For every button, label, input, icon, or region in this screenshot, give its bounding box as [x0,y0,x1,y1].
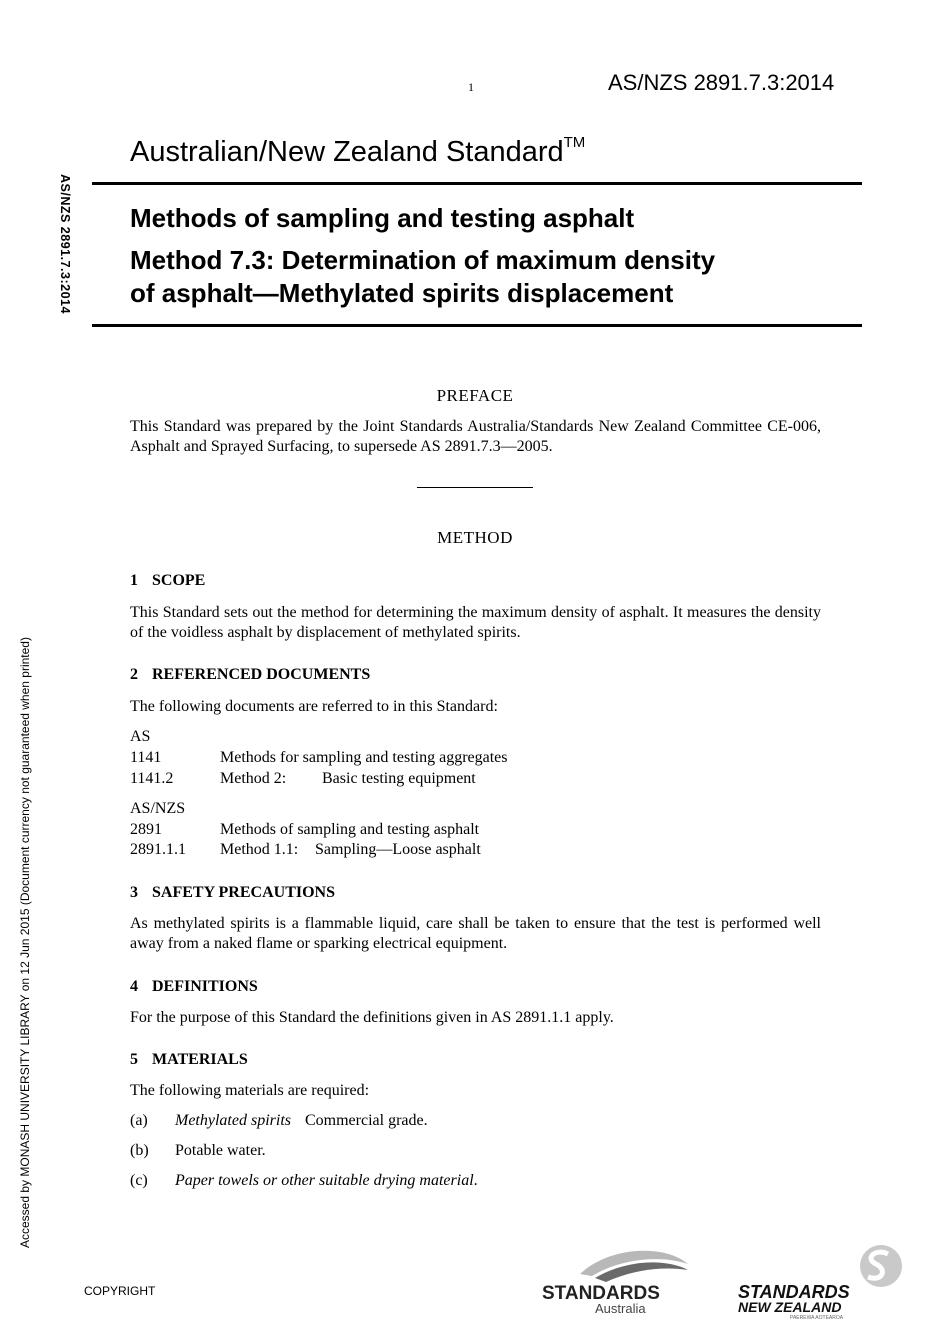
section-separator [417,487,533,488]
standard-type [130,134,585,169]
title-rule-top [92,182,862,185]
section-heading-references [130,666,370,684]
section-number: 5 [130,1051,138,1068]
reference-title: Methods of sampling and testing asphalt [220,821,480,838]
section-title: SAFETY PRECAUTIONS [152,884,335,901]
reference-code: 1141 [130,749,162,766]
section-heading-scope [130,572,205,590]
reference-code: 2891.1.1 [130,841,186,858]
standard-type-text: Australian/New Zealand Standard [130,136,564,168]
list-item [130,1112,428,1130]
standards-australia-logo [540,1246,715,1318]
list-item-desc: . [473,1172,478,1189]
reference-title: Basic testing equipment [322,770,476,787]
reference-row [130,748,508,768]
logo-sa-line2: Australia [595,1301,646,1316]
safety-text: As methylated spirits is a flammable liquid, care shall be taken to ensure that the test is performed well away from a naked flame or sparking electrical equipment. [130,915,821,952]
reference-group-label: AS [130,728,151,745]
scope-text: This Standard sets out the method for determining the maximum density of asphalt. It measures the density of the voidless asphalt by displacement of methylated spirits. [130,604,821,641]
method-heading: METHOD [437,528,513,547]
title-line-3: of asphalt—Methylated spirits displacement [130,278,674,308]
reference-row [130,820,479,840]
trademark-mark: TM [563,134,586,151]
preface-heading: PREFACE [436,386,514,405]
list-item [130,1172,478,1190]
copyright-notice: COPYRIGHT [84,1284,156,1298]
list-item-desc: Potable water. [175,1142,266,1159]
list-item [130,1142,266,1160]
section-number: 2 [130,666,138,683]
reference-title: Methods for sampling and testing aggregates [220,749,508,766]
list-item-label: (b) [130,1142,149,1159]
logo-nz-line3: PAEREWA AOTEAROA [790,1315,844,1319]
reference-row [130,769,476,789]
section-title: DEFINITIONS [152,978,258,995]
list-item-term: Paper towels or other suitable drying material [175,1172,474,1189]
section-heading-safety [130,884,335,902]
list-item-term: Methylated spirits [175,1112,291,1129]
access-note: Accessed by MONASH UNIVERSITY LIBRARY on 12 Jun 2015 (Document currency not guaranteed when printed) [18,637,32,1248]
section-title: MATERIALS [152,1051,248,1068]
reference-row [130,840,481,860]
logo-sa-line1: STANDARDS [542,1283,660,1304]
section-heading-definitions [130,978,258,996]
section-title: REFERENCED DOCUMENTS [152,666,371,683]
vertical-standard-code: AS/NZS 2891.7.3:2014 [58,174,72,314]
logo-nz-line1: STANDARDS [738,1282,850,1302]
section-title: SCOPE [152,572,206,589]
title-line-1: Methods of sampling and testing asphalt [130,203,635,233]
section-number: 3 [130,884,138,901]
reference-group-label: AS/NZS [130,800,186,817]
section-number: 4 [130,978,138,995]
preface-text: This Standard was prepared by the Joint Standards Australia/Standards New Zealand Committee CE-006, Asphalt and Sprayed Surfacing, to supersede AS 2891.7.3—2005. [130,418,821,455]
page-number: 1 [468,80,474,94]
section-heading-materials [130,1051,248,1069]
reference-method: Method 1.1: [220,841,299,858]
standard-code: AS/NZS 2891.7.3:2014 [608,70,835,95]
list-item-label: (c) [130,1172,148,1189]
reference-method: Method 2: [220,770,287,787]
logo-nz-line2: NEW ZEALAND [738,1299,842,1315]
reference-code: 2891 [130,821,162,838]
standards-new-zealand-logo [736,1244,916,1319]
references-intro: The following documents are referred to in this Standard: [130,698,498,715]
reference-title: Sampling—Loose asphalt [315,841,481,858]
reference-code: 1141.2 [130,770,174,787]
section-number: 1 [130,572,138,589]
definitions-text: For the purpose of this Standard the definitions given in AS 2891.1.1 apply. [130,1009,614,1026]
title-line-2: Method 7.3: Determination of maximum density [130,245,716,275]
list-item-label: (a) [130,1112,148,1129]
list-item-desc: Commercial grade. [304,1112,428,1129]
materials-intro: The following materials are required: [130,1082,370,1099]
title-rule-bottom [92,324,862,327]
